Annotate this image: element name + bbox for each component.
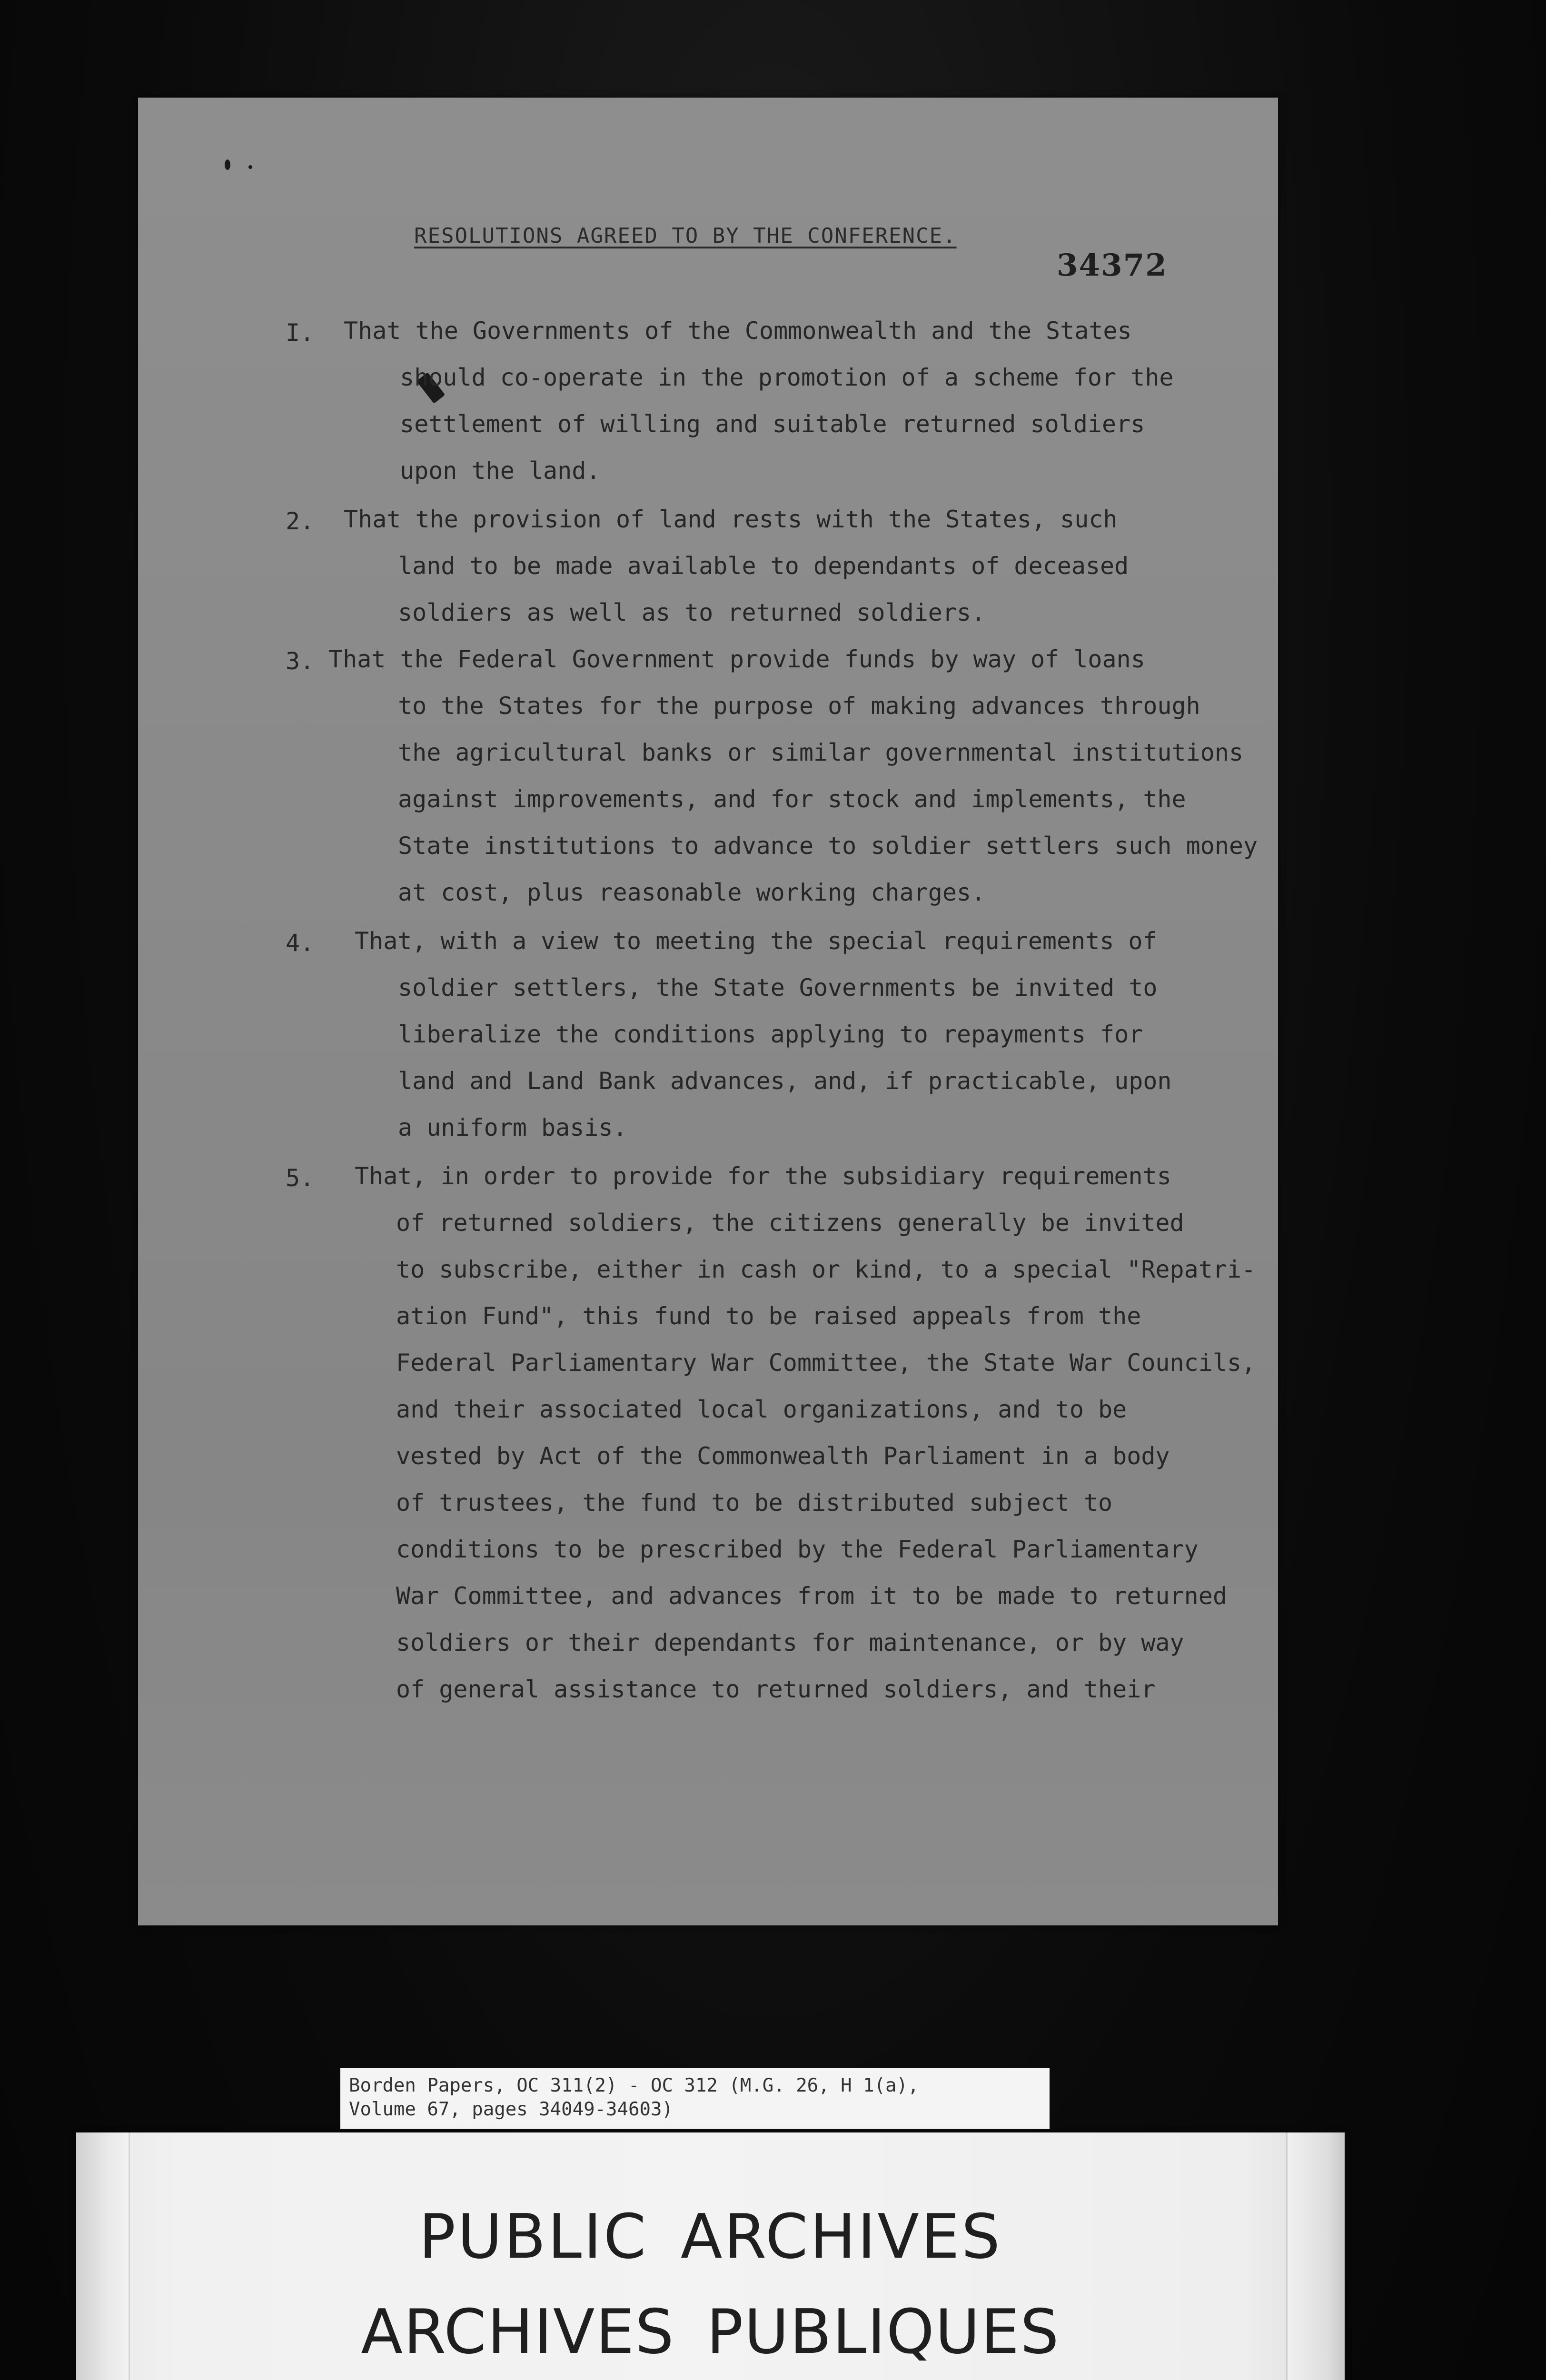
resolution-line: soldiers as well as to returned soldiers. [398,599,986,626]
resolution-line: at cost, plus reasonable working charges. [398,879,986,906]
resolution-line: soldiers or their dependants for maintenance, or by way [396,1629,1184,1656]
resolution-line: That the Federal Government provide funds by way of loans [328,645,1145,673]
resolution-line: to subscribe, either in cash or kind, to a special "Repatri- [396,1256,1256,1283]
resolution-line: conditions to be prescribed by the Federal Parliamentary [396,1536,1199,1563]
resolution-number: 5. [286,1164,315,1192]
resolution-line: That, in order to provide for the subsidiary requirements [355,1162,1171,1190]
ink-speck [248,165,252,169]
archives-name-english: PUBLIC ARCHIVES [419,2202,1002,2272]
resolution-number: 3. [286,647,315,675]
resolution-line: the agricultural banks or similar governmental institutions [398,739,1244,766]
resolution-line: of trustees, the fund to be distributed subject to [396,1489,1113,1517]
archives-name-french: ARCHIVES PUBLIQUES [361,2297,1060,2368]
resolution-line: of general assistance to returned soldiers, and their [396,1676,1156,1703]
resolution-number: I. [286,319,315,347]
resolution-line: and their associated local organizations, and to be [396,1396,1127,1423]
document-title: RESOLUTIONS AGREED TO BY THE CONFERENCE. [414,224,957,248]
resolution-line: soldier settlers, the State Governments be invited to [398,974,1158,1002]
resolution-line: ation Fund", this fund to be raised appeals from the [396,1302,1141,1330]
resolution-line: against improvements, and for stock and implements, the [398,785,1186,813]
resolution-line: land to be made available to dependants of deceased [398,552,1129,580]
resolution-line: of returned soldiers, the citizens generally be invited [396,1209,1184,1237]
resolution-line: to the States for the purpose of making advances through [398,692,1200,720]
archives-card [76,2132,1345,2380]
reference-label-line: Borden Papers, OC 311(2) - OC 312 (M.G. 26, H 1(a), [349,2075,919,2096]
resolution-line: State institutions to advance to soldier settlers such money [398,832,1258,860]
resolution-line: liberalize the conditions applying to repayments for [398,1021,1143,1048]
resolution-line: upon the land. [400,457,601,485]
resolution-line: That, with a view to meeting the special requirements of [355,927,1157,955]
resolution-number: 2. [286,507,315,535]
resolution-line: That the provision of land rests with the States, such [344,506,1118,533]
resolution-line: Federal Parliamentary War Committee, the State War Councils, [396,1349,1256,1377]
resolution-line: War Committee, and advances from it to be made to returned [396,1582,1227,1610]
reference-label-line: Volume 67, pages 34049-34603) [349,2098,673,2120]
resolution-number: 4. [286,929,315,957]
resolution-line: That the Governments of the Commonwealth and the States [344,317,1132,345]
ink-speck [225,159,230,170]
resolution-line: should co-operate in the promotion of a scheme for the [400,364,1174,391]
resolution-line: land and Land Bank advances, and, if practicable, upon [398,1067,1172,1095]
reference-label [340,2068,1050,2129]
resolution-line: a uniform basis. [398,1114,627,1141]
resolution-line: settlement of willing and suitable returned soldiers [400,410,1145,438]
resolution-line: vested by Act of the Commonwealth Parliament in a body [396,1442,1170,1470]
document-page-number: 34372 [1057,248,1168,283]
